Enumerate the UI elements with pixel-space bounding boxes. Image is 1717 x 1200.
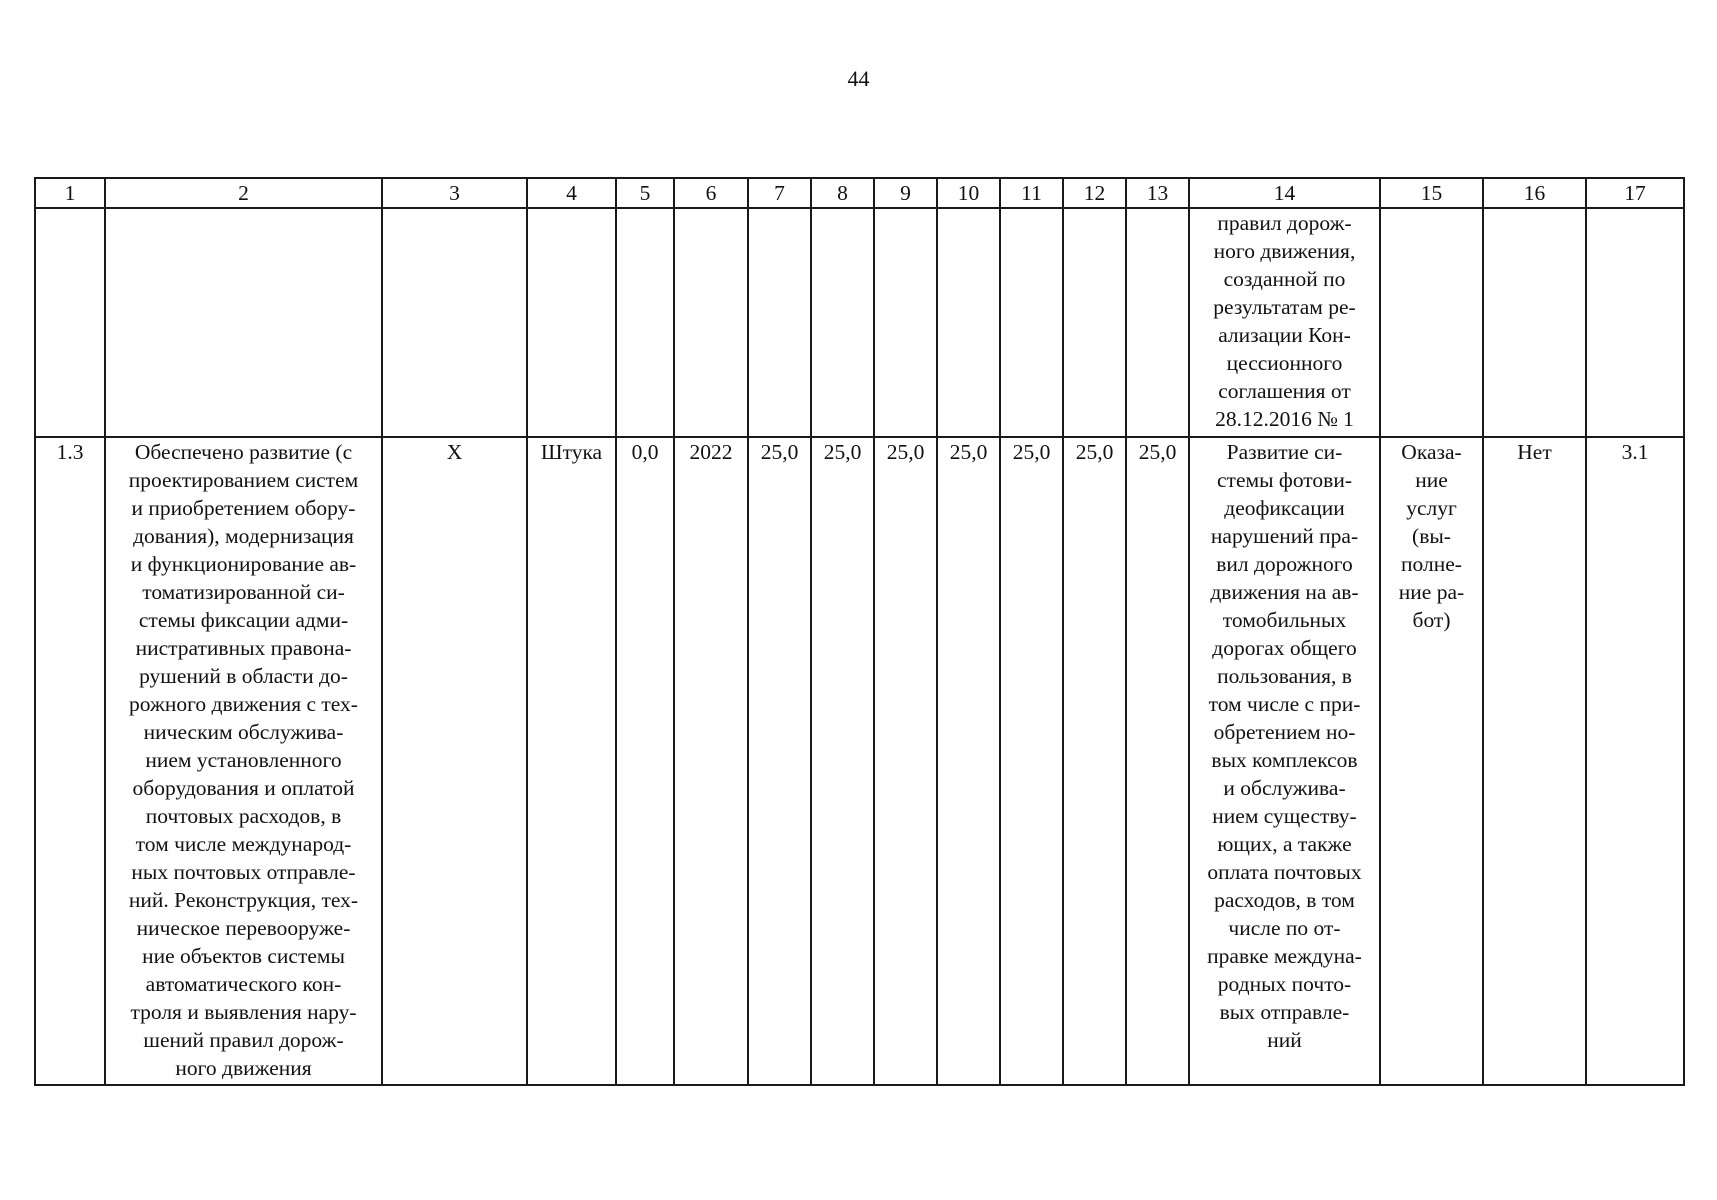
value-col13: 25,0 — [1138, 440, 1177, 464]
table-cell — [35, 208, 105, 437]
table-cell — [1586, 437, 1684, 1085]
header-row — [35, 178, 1684, 208]
value-col9: 25,0 — [886, 440, 925, 464]
table-row-continued — [35, 208, 1684, 437]
row-number: 1.3 — [56, 440, 84, 464]
column-header-16: 16 — [1483, 178, 1586, 208]
table-cell — [1380, 437, 1483, 1085]
table-cell — [1063, 437, 1126, 1085]
value-col12: 25,0 — [1075, 440, 1114, 464]
table-cell — [382, 208, 527, 437]
table-cell — [1189, 208, 1380, 437]
task-description-cell — [105, 437, 382, 1085]
table-cell — [1000, 437, 1063, 1085]
data-table — [34, 177, 1685, 1086]
base-year: 2022 — [689, 440, 733, 464]
column-header-5: 5 — [616, 178, 674, 208]
column-header-7: 7 — [748, 178, 811, 208]
table-cell — [382, 437, 527, 1085]
table-row-1-3 — [35, 437, 1684, 1085]
column-header-12: 12 — [1063, 178, 1126, 208]
column-header-1: 1 — [35, 178, 105, 208]
column-header-15: 15 — [1380, 178, 1483, 208]
base-value: 0,0 — [631, 440, 659, 464]
table-cell — [1380, 208, 1483, 437]
table-cell — [937, 437, 1000, 1085]
table-cell — [1189, 437, 1380, 1085]
value-col10: 25,0 — [949, 440, 988, 464]
value-col7: 25,0 — [760, 440, 799, 464]
column-header-6: 6 — [674, 178, 748, 208]
result-type: Оказа- ние услуг (вы- полне- ние ра- бот) — [1398, 440, 1465, 632]
table-cell — [937, 208, 1000, 437]
column-header-3: 3 — [382, 178, 527, 208]
table-cell — [1586, 208, 1684, 437]
table-cell — [1000, 208, 1063, 437]
column-header-11: 11 — [1000, 178, 1063, 208]
unit-of-measure: Штука — [540, 440, 603, 464]
task-description: Обеспечено развитие (с проектированием систем и приобретением обору- дования), модернизация и функционирование ав- томатизированной си- стемы фиксации адми- нистративных правона- рушений в области до- рожного движения с тех- ническим обслужива- нием установленного оборудования и оплатой почтовых расходов, в том числе международ- ных почтовых отправле- ний. Реконструкция, тех- ническое перевооруже- ние объектов системы автоматического кон- троля и выявления нару- шений правил дорож- ного движения — [128, 440, 359, 1080]
table-cell — [874, 208, 937, 437]
column-header-13: 13 — [1126, 178, 1189, 208]
table-cell — [1063, 208, 1126, 437]
table-cell — [811, 437, 874, 1085]
table-cell — [105, 208, 382, 437]
table-cell — [1483, 437, 1586, 1085]
table-cell — [748, 208, 811, 437]
column-header-8: 8 — [811, 178, 874, 208]
column-header-9: 9 — [874, 178, 937, 208]
column-header-4: 4 — [527, 178, 616, 208]
row-number-cell — [35, 437, 105, 1085]
table-cell — [674, 208, 748, 437]
table-cell — [1126, 437, 1189, 1085]
result-description: Развитие си- стемы фотови- деофиксации нарушений пра- вил дорожного движения на ав- томобильных дорогах общего пользования, в том числе с при- обретением но- вых комплексов и обслужива- нием существу- ющих, а также оплата почтовых расходов, в том числе по от- правке междуна- родных почто- вых отправле- ний — [1207, 440, 1362, 1052]
column-header-14: 14 — [1189, 178, 1380, 208]
table-cell — [674, 437, 748, 1085]
table-cell — [1126, 208, 1189, 437]
table-cell — [748, 437, 811, 1085]
value-col8: 25,0 — [823, 440, 862, 464]
column-header-2: 2 — [105, 178, 382, 208]
table-cell — [616, 208, 674, 437]
table-cell — [527, 208, 616, 437]
table-cell — [1483, 208, 1586, 437]
table-cell — [527, 437, 616, 1085]
col16-value: Нет — [1517, 440, 1552, 464]
table-cell — [874, 437, 937, 1085]
value-col11: 25,0 — [1012, 440, 1051, 464]
result-description-continued: правил дорож- ного движения, созданной по результатам ре- ализации Кон- цессионного соглашения от 28.12.2016 № 1 — [1213, 211, 1356, 431]
table-cell — [811, 208, 874, 437]
col3-value: Х — [446, 440, 463, 464]
column-header-17: 17 — [1586, 178, 1684, 208]
page-number: 44 — [847, 66, 870, 91]
table-cell — [616, 437, 674, 1085]
col17-value: 3.1 — [1621, 440, 1649, 464]
column-header-10: 10 — [937, 178, 1000, 208]
